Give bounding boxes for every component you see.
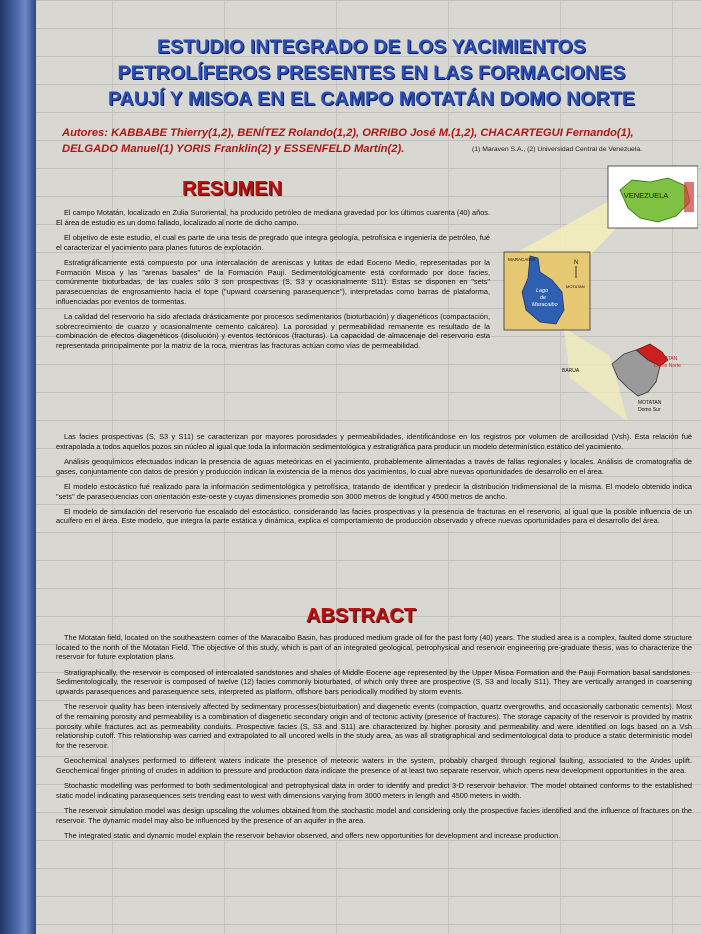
place-label-right: MOTATAN bbox=[566, 284, 585, 289]
resumen-paragraph: El campo Motatán, localizado en Zulia Suroriental, ha producido petróleo de mediana gravedad por los últimos cuarenta (40) años. El área de estudio es un domo fallado, localizado al norte de dicho campo. bbox=[56, 208, 490, 227]
resumen-paragraph: Las facies prospectivas (S, S3 y S11) se caracterizan por mayores porosidades y permeabilidades, identificándose en los registros por volumen de arcillosidad (Vsh). Esta relación fué extrapolada a todos aquellos pozos sin núcleo al igual que toda la información sedimentológica y estratigráfica para producir un modelo determinístico estático del yacimiento. bbox=[56, 432, 692, 451]
lake-label-1: Lago bbox=[536, 288, 549, 294]
dome-north-label-1: MOTATAN bbox=[654, 356, 678, 362]
resumen-paragraph: El modelo estocástico fué realizado para la información sedimentológica y petrofísica, tratando de identificar y predecir la distribución tridimensional de la misma. El modelo obtenido indica "sets" de parasecuencias con orientación este-oeste y cuyas dimensiones promedio son 3000 metros de longitud y 4500 metros de ancho. bbox=[56, 481, 692, 501]
resumen-text-bottom bbox=[56, 432, 692, 532]
location-map bbox=[500, 160, 698, 420]
title-line-2: PETROLÍFEROS PRESENTES EN LAS FORMACIONES bbox=[117, 62, 626, 84]
resumen-paragraph: El modelo de simulación del reservorio fue escalado del estocástico, considerando las facies prospectivas y la presencia de fracturas en el reservorio, al igual que la posible influencia de un acuífero en el área. Este modelo, que integra la parte estática y dinámica, explica el comportamiento de producción observado y ofrece nuevas oportunidades para el desarrollo del área. bbox=[56, 506, 692, 526]
title-line-3: PAUJÍ Y MISOA EN EL CAMPO MOTATÁN DOMO NORTE bbox=[108, 88, 635, 110]
place-label-top: MARACAIBO bbox=[508, 257, 536, 262]
resumen-text-top bbox=[56, 208, 490, 356]
abstract-text bbox=[56, 633, 692, 846]
abstract-paragraph: The reservoir simulation model was design upscaling the volumes obtained from the stochastic model and considering only the prospective facies identified and the influence of fractures on the reservoir. The dynamic model may also be influenced by the presence of an aquifer in the area. bbox=[56, 806, 692, 825]
resumen-paragraph: Estratigráficamente está compuesto por una intercalación de areniscas y lutitas de edad Eoceno Medio, representadas por la Formación Misoa y las "arenas basales" de la Formación Paují. Sedimentológicamente está conformado por doce facies, comúnmente bioturbadas, de las cuales sólo 3 son prospectivas (S, S3 y ocasionalmente S11). Estas se disponen en "sets" parasecuencias de engrosamiento hacia el tope ("upward coarsening parasequence"), interpretadas como barras de plataforma, influenciadas por eventos de tormentas. bbox=[56, 257, 490, 306]
lake-label-2: de bbox=[540, 295, 547, 301]
lake-label-3: Maracaibo bbox=[532, 302, 558, 308]
north-arrow-label: N bbox=[574, 260, 579, 266]
abstract-heading: ABSTRACT bbox=[306, 605, 416, 627]
baruta-label: BARUA bbox=[562, 368, 580, 374]
abstract-paragraph: Geochemical analyses performed to different waters indicate the presence of meteoric waters in the system, probably charged through regional faulting, associated to the Andes uplift. Geochemical finger printing of crudes in addition to pressure and production data indicate the presence of at least two separate reservoir, which opens new development opportunities in the area. bbox=[56, 756, 692, 775]
authors-line-2: DELGADO Manuel(1) YORIS Franklin(2) y ESSENFELD Martín(2). bbox=[62, 143, 405, 155]
venezuela-flag-stripes bbox=[684, 182, 694, 212]
left-blue-stripe bbox=[0, 0, 36, 934]
abstract-paragraph: Stratigraphically, the reservoir is composed of intercalated sandstones and shales of Middle Eocene age represented by the Upper Misoa Formation and the Pauji Formation basal sandstones. Sedimentologically, the reservoir is composed of twelve (12) facies commonly bioturbated, of which only three are prospective (S, S3 and locally S11). They are vertically arranged in coarsening upwards parasequences and parasequence sets, interpreted as platform, offshore bars periodically modified by storm events. bbox=[56, 667, 692, 697]
dome-north-label-2: Domo Norte bbox=[654, 363, 681, 369]
authors-line-1: Autores: KABBABE Thierry(1,2), BENÍTEZ Rolando(1,2), ORRIBO José M.(1,2), CHACARTEGUI Fernando(1), bbox=[62, 127, 634, 139]
dome-south-label-2: Domo Sur bbox=[638, 407, 661, 413]
abstract-paragraph: The integrated static and dynamic model explain the reservoir behavior observed, and offers new opportunities for development and increase production. bbox=[64, 830, 561, 840]
abstract-paragraph: The reservoir quality has been intensively affected by sedimentary processes(bioturbation) and diagenetic events (compaction, quartz overgrowths, and occasionally carbonatic cements). Most of the remaining porosity and permeability is a combination of diagenetic secondary origin and of tectonic activity (presence of fractures). The storage capacity of the reservoir is provided by matrix porosity while fractures act as permeability conduits. Prospective facies (S, S3 and S11) are characterized by higher porosity and permeability and were identified on logs based on a Vsh relationship cutoff. This relationship was carried and extrapolated to all uncored wells in the study area, as was all stratigraphical and sedimentological data to produce a static deterministic model for the reservoir. bbox=[56, 702, 692, 751]
affiliation-note: (1) Maraven S.A., (2) Universidad Central de Venezuela. bbox=[472, 146, 643, 153]
resumen-heading: RESUMEN bbox=[182, 178, 283, 200]
poster-title bbox=[44, 34, 699, 112]
abstract-paragraph: Stochastic modelling was performed to both sedimentological and petrophysical data in order to identify and predict 3-D reservoir behavior. The model obtained conforms to the established static model indicating parasequences sets trending east to west with dimensions varying from 3000 meters in length and 4500 meters in width. bbox=[56, 781, 692, 800]
title-line-1: ESTUDIO INTEGRADO DE LOS YACIMIENTOS bbox=[156, 36, 587, 58]
abstract-paragraph: The Motatan field, located on the southeastern corner of the Maracaibo Basin, has produced medium grade oil for the past forty (40) years. The studied area is a complex, faulted dome structure located to the north of the Motatan Field. The objective of this study, which is part of an integrated geological, petrophysical and reservoir engineering pre-graduate thesis, was to characterize the reservoir for future explotation plans. bbox=[56, 633, 692, 662]
resumen-paragraph: El objetivo de este estudio, el cual es parte de una tesis de pregrado que integra geología, petrofísica e ingeniería de petróleo, fué el caracterizar el yacimiento para planes futuros de explotación. bbox=[56, 232, 490, 252]
venezuela-label: VENEZUELA bbox=[623, 191, 669, 200]
resumen-paragraph: Análisis geoquímicos efectuados indican la presencia de aguas meteóricas en el yacimiento, probablemente alimentadas a través de fallas regionales y locales. Análisis de cromatografía de gases, conjuntamente con datos de presión y producción indican la existencia de la menos dos yacimientos, lo cual abre nuevas oportunidades de desarrollo en el área. bbox=[56, 456, 692, 476]
resumen-paragraph: La calidad del reservorio ha sido afectada drásticamente por procesos sedimentarios (bioturbación) y diagenéticos (compactación, sobrecrecimiento de cuarzo y ocasionalmente cemento calcáreo). La porosidad y permeabilidad remanente es resultado de la combinación de efectos diagenéticos (disolución) y eventos tectónicos (fracturas). La capacidad de almacenaje del reservorio esta representada principalmente por la matriz de la roca, mientras las fracturas actúan como vías de permeabilidad. bbox=[56, 311, 490, 350]
dome-south-label-1: MOTATAN bbox=[638, 400, 662, 406]
